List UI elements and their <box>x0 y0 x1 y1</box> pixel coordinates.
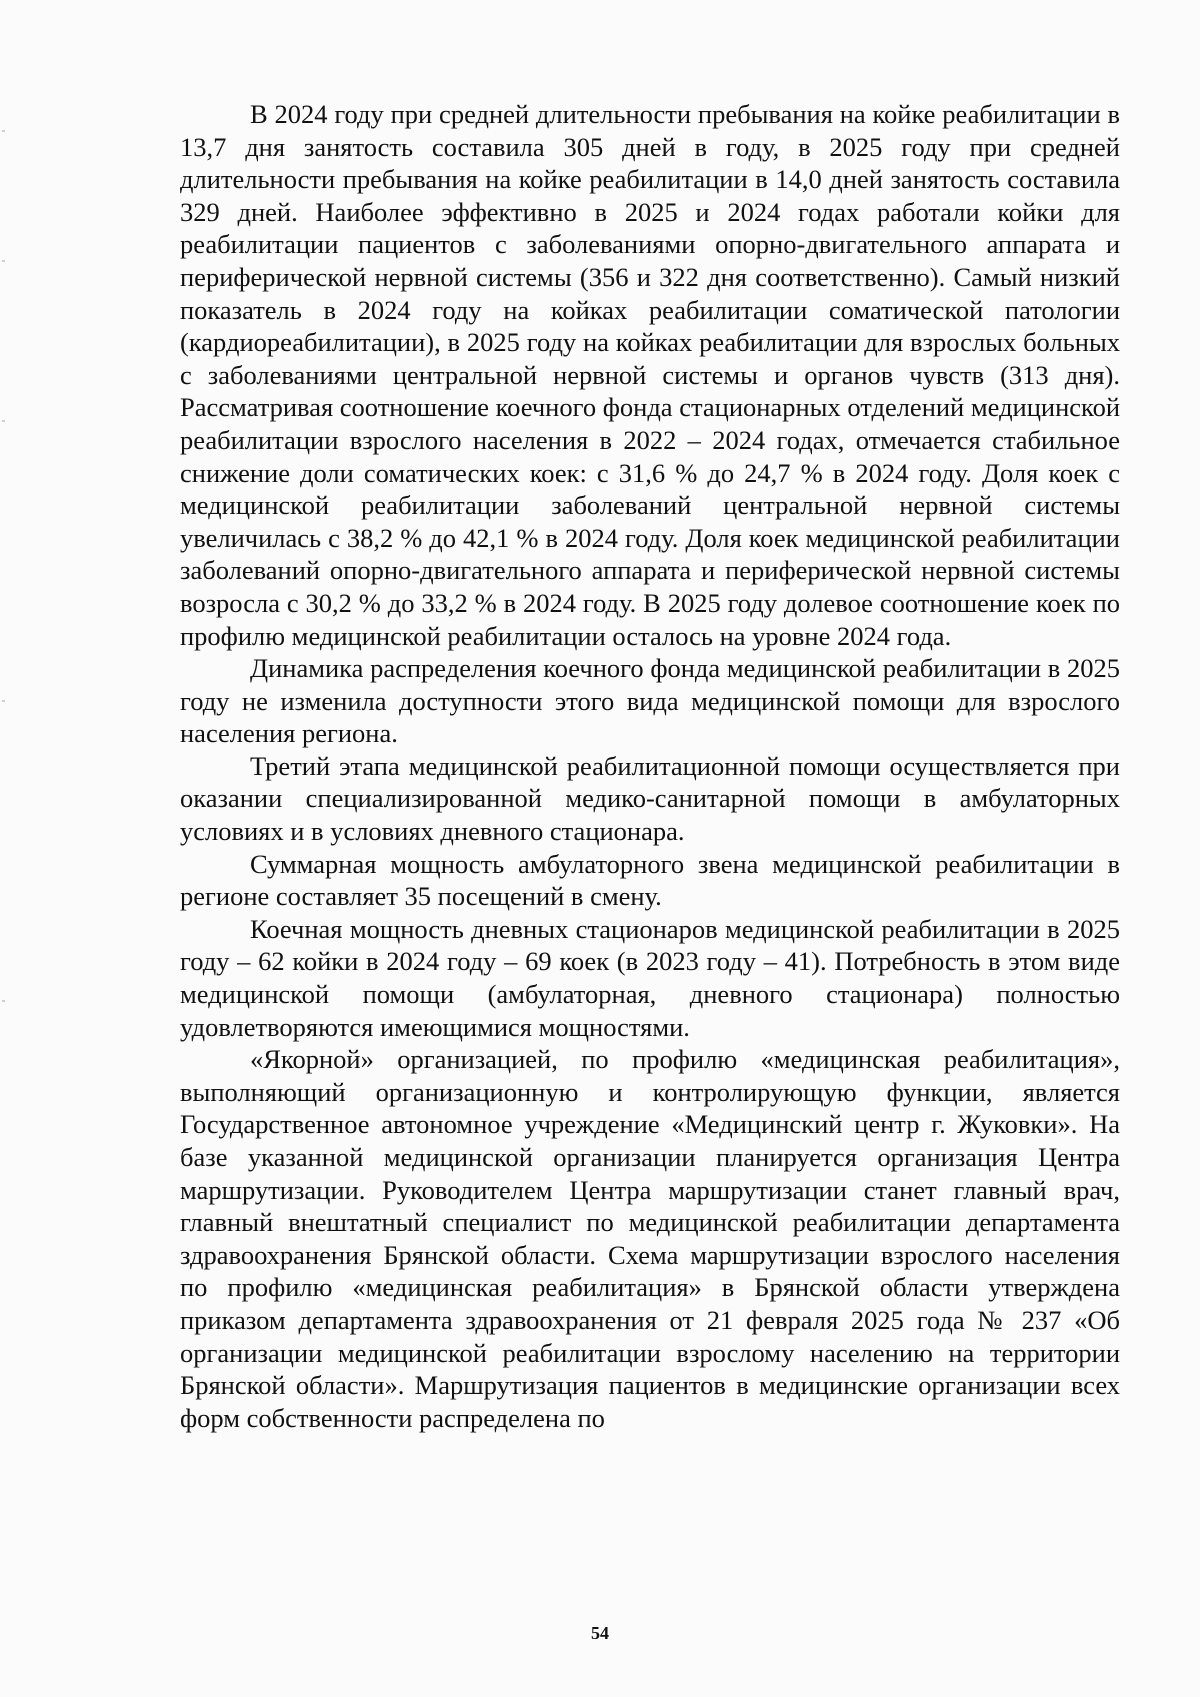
scan-margin-mark <box>2 420 5 422</box>
paragraph: Суммарная мощность амбулаторного звена медицинской реабилитации в регионе составляет 35 посещений в смену. <box>180 848 1120 912</box>
scan-margin-mark <box>2 130 5 132</box>
paragraph: Третий этапа медицинской реабилитационной помощи осуществляется при оказании специализированной медико-санитарной помощи в амбулаторных условиях и в условиях дневного стационара. <box>180 750 1120 847</box>
scan-margin-mark <box>2 700 5 702</box>
paragraph: Динамика распределения коечного фонда медицинской реабилитации в 2025 году не изменила доступности этого вида медицинской помощи для взрослого населения региона. <box>180 653 1120 749</box>
scan-margin-mark <box>2 260 5 262</box>
page-number: 54 <box>591 1623 609 1643</box>
paragraph: «Якорной» организацией, по профилю «медицинская реабилитация», выполняющий организационную и контролирующую функции, является Государственное автономное учреждение «Медицинский центр г. Жуковки». На базе указанной медицинской организации планируется организация Центра маршрутизации. Руководителем Центра маршрутизации станет главный врач, главный внештатный специалист по медицинской реабилитации департамента здравоохранения Брянской области. Схема маршрутизации взрослого населения по профилю «медицинская реабилитация» в Брянской области утверждена приказом департамента здравоохранения от 21 февраля 2025 года № 237 «Об организации медицинской реабилитации взрослому населению на территории Брянской области». Маршрутизация пациентов в медицинские организации всех форм собственности распределена по <box>180 1044 1120 1433</box>
scan-margin-mark <box>2 1000 5 1002</box>
paragraph: Коечная мощность дневных стационаров медицинской реабилитации в 2025 году – 62 койки в 2024 году – 69 коек (в 2023 году – 41). Потребность в этом виде медицинской помощи (амбулаторная, дневного стационара) полностью удовлетворяются имеющимися мощностями. <box>180 913 1120 1042</box>
body-text <box>180 98 1120 1434</box>
paragraph: В 2024 году при средней длительности пребывания на койке реабилитации в 13,7 дня занятость составила 305 дней в году, в 2025 году при средней длительности пребывания на койке реабилитации в 14,0 дней занятость составила 329 дней. Наиболее эффективно в 2025 и 2024 годах работали койки для реабилитации пациентов с заболеваниями опорно-двигательного аппарата и периферической нервной системы (356 и 322 дня соответственно). Самый низкий показатель в 2024 году на койках реабилитации соматической патологии (кардиореабилитации), в 2025 году на койках реабилитации для взрослых больных с заболеваниями центральной нервной системы и органов чувств (313 дня). Рассматривая соотношение коечного фонда стационарных отделений медицинской реабилитации взрослого населения в 2022 – 2024 годах, отмечается стабильное снижение доли соматических коек: с 31,6 % до 24,7 % в 2024 году. Доля коек с медицинской реабилитации заболеваний центральной нервной системы увеличилась с 38,2 % до 42,1 % в 2024 году. Доля коек медицинской реабилитации заболеваний опорно-двигательного аппарата и периферической нервной системы возросла с 30,2 % до 33,2 % в 2024 году. В 2025 году долевое соотношение коек по профилю медицинской реабилитации осталось на уровне 2024 года. <box>180 99 1120 651</box>
